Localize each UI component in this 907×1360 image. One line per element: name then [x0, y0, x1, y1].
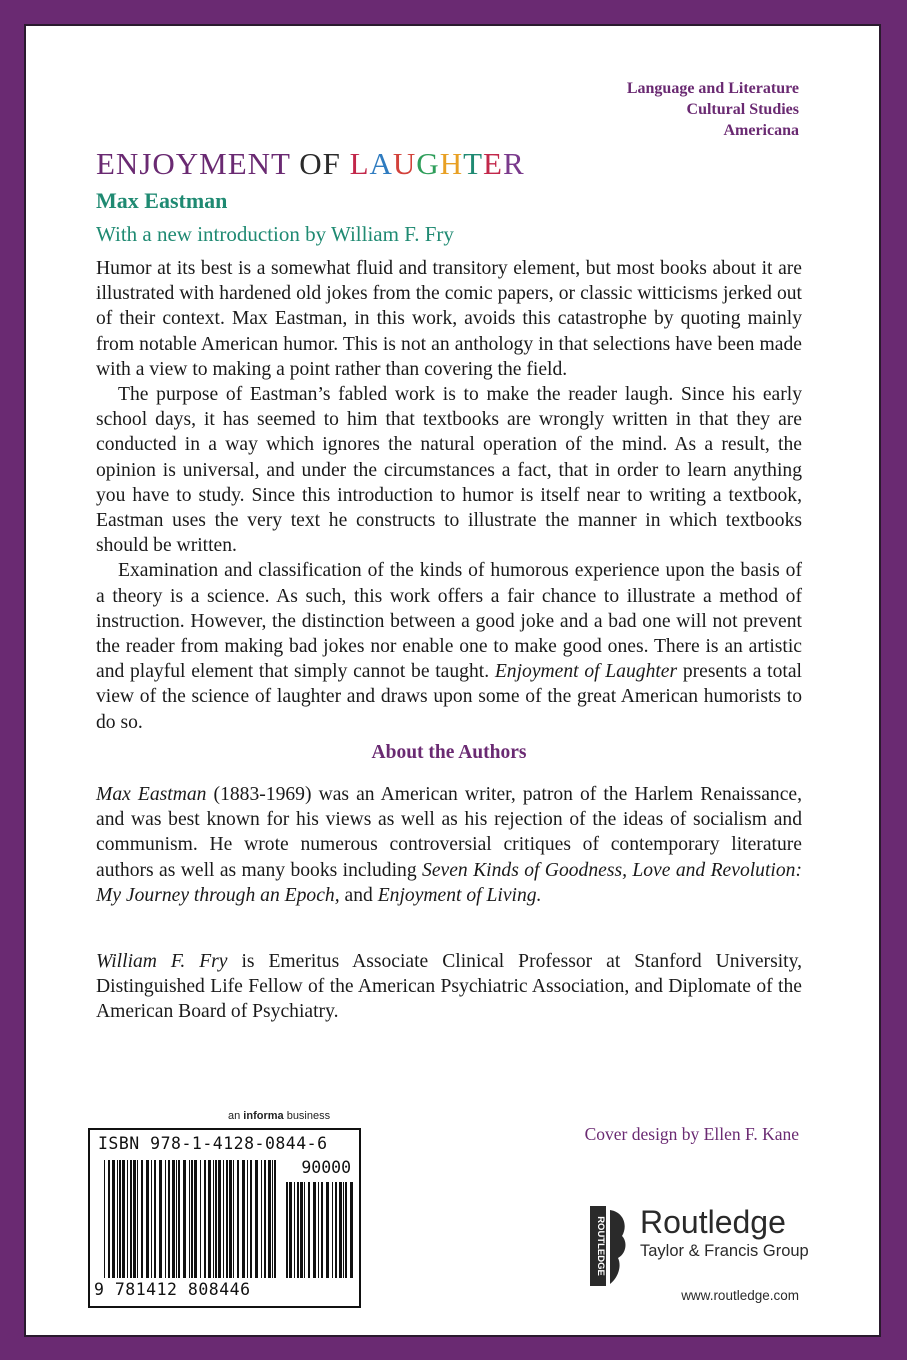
- barcode-bar: [261, 1160, 262, 1278]
- barcode-bar: [119, 1160, 121, 1278]
- bio-fry: William F. Fry is Emeritus Associate Clinical Professor at Stanford University, Distinguished Life Fellow of the American Psychiatric Association, and Diplomate of the American Board of Psychiatry.: [96, 951, 802, 1023]
- barcode-bar: [178, 1160, 180, 1278]
- isbn-barcode: [88, 1128, 361, 1308]
- title-part-9: R: [502, 146, 525, 181]
- barcode-bar: [264, 1160, 266, 1278]
- informa-business-label: an informa business: [228, 1110, 331, 1122]
- barcode-bar: [172, 1160, 175, 1278]
- barcode-bar: [350, 1182, 353, 1278]
- barcode-bar: [339, 1182, 342, 1278]
- subject-categories: [627, 78, 799, 141]
- publisher-group: Taylor & Francis Group: [640, 1242, 809, 1260]
- barcode-bar: [189, 1160, 190, 1278]
- barcode-bar: [237, 1160, 239, 1278]
- about-authors-heading: About the Authors: [371, 742, 527, 763]
- barcode-bar: [250, 1160, 252, 1278]
- barcode-bar: [289, 1182, 292, 1278]
- barcode-bar: [127, 1160, 128, 1278]
- svg-text:ROUTLEDGE: ROUTLEDGE: [595, 1216, 606, 1276]
- barcode-bar: [159, 1160, 162, 1278]
- barcode-bar: [332, 1182, 333, 1278]
- title-part-2: L: [349, 146, 370, 181]
- back-cover: [24, 24, 881, 1337]
- barcode-bar: [321, 1182, 323, 1278]
- barcode-bar: [297, 1182, 299, 1278]
- category-1: Language and Literature: [626, 80, 799, 97]
- publisher-url: www.routledge.com: [681, 1288, 799, 1303]
- barcode-bar: [208, 1160, 211, 1278]
- barcode-bar: [226, 1160, 228, 1278]
- title-part-8: E: [483, 146, 503, 181]
- barcode-bar: [130, 1160, 132, 1278]
- barcode-bar: [194, 1160, 197, 1278]
- barcode-bar: [218, 1160, 221, 1278]
- description-paragraph-3: Examination and classification of the kinds of humorous experience upon the basis of a theory is a science. As such, this work offers a fair chance to illustrate a method of instruction. However, the distinction between a good joke and a bad one will not prevent the reader from making bad jokes nor enable one to make good ones. There is an artistic and playful element that simply cannot be taught. Enjoyment of Laughter presents a total view of the science of laughter and draws upon some of the great American humorists to do so.: [96, 560, 802, 733]
- barcode-bar: [191, 1160, 193, 1278]
- title-part-6: H: [439, 146, 464, 181]
- barcode-bar: [133, 1160, 136, 1278]
- barcode-bar: [117, 1160, 118, 1278]
- barcode-bar: [223, 1160, 224, 1278]
- barcode-bar: [300, 1182, 303, 1278]
- barcode-bar: [233, 1160, 234, 1278]
- barcode-bar: [176, 1160, 177, 1278]
- barcode-bar: [146, 1160, 149, 1278]
- barcode-bar: [318, 1182, 319, 1278]
- barcode-bar: [165, 1160, 166, 1278]
- barcode-bar: [304, 1182, 305, 1278]
- book-title: [96, 146, 525, 182]
- barcode-bars-main: [104, 1160, 280, 1278]
- barcode-bar: [104, 1160, 105, 1278]
- barcode-bar: [154, 1160, 156, 1278]
- barcode-bar: [313, 1182, 316, 1278]
- introduction-credit: With a new introduction by William F. Fry: [96, 222, 454, 246]
- barcode-bar: [274, 1160, 276, 1278]
- barcode-bar: [345, 1182, 347, 1278]
- ean-digits: 9 781412 808446: [94, 1280, 251, 1299]
- bio-eastman: Max Eastman (1883-1969) was an American writer, patron of the Harlem Renaissance, and was best known for his views as well as his rejection of the ideas of socialism and communism. He wrote numerous controversial critiques of contemporary literature authors as well as many books including Seven Kinds of Goodness, Love and Revolution: My Journey through an Epoch, and Enjoyment of Living.: [96, 784, 802, 906]
- isbn-text: ISBN 978-1-4128-0844-6: [98, 1134, 328, 1153]
- barcode-bar: [229, 1160, 232, 1278]
- barcode-bar: [204, 1160, 206, 1278]
- title-part-3: A: [369, 146, 393, 181]
- barcode-bar: [112, 1160, 115, 1278]
- barcode-bar: [272, 1160, 273, 1278]
- title-part-0: ENJOYMENT: [96, 146, 300, 181]
- barcode-bar: [255, 1160, 258, 1278]
- barcode-bar: [343, 1182, 344, 1278]
- barcode-bar: [268, 1160, 271, 1278]
- barcode-bar: [294, 1182, 295, 1278]
- barcode-bar: [122, 1160, 125, 1278]
- barcode-bar: [200, 1160, 201, 1278]
- cover-design-credit: Cover design by Ellen F. Kane: [584, 1124, 799, 1144]
- barcode-bar: [137, 1160, 138, 1278]
- publisher-name: Routledge: [640, 1204, 786, 1240]
- title-part-4: U: [392, 146, 417, 181]
- title-part-1: OF: [299, 146, 350, 181]
- title-part-5: G: [416, 146, 440, 181]
- category-2: Cultural Studies: [686, 101, 799, 118]
- barcode-bar: [242, 1160, 245, 1278]
- category-3: Americana: [723, 122, 799, 139]
- title-part-7: T: [463, 146, 484, 181]
- price-code: 90000: [301, 1158, 351, 1177]
- barcode-bar: [215, 1160, 217, 1278]
- barcode-bar: [247, 1160, 248, 1278]
- author-name: Max Eastman: [96, 188, 228, 213]
- description: [96, 256, 802, 735]
- barcode-bar: [183, 1160, 186, 1278]
- barcode-bar: [286, 1182, 288, 1278]
- barcode-bar: [308, 1182, 310, 1278]
- barcode-bar: [151, 1160, 152, 1278]
- barcode-bar: [141, 1160, 143, 1278]
- barcode-bar: [326, 1182, 329, 1278]
- description-paragraph-2: The purpose of Eastman’s fabled work is to make the reader laugh. Since his early school days, it has seemed to him that textbooks are wrongly written in that they are conducted in a way which ignores the natural operation of the mind. As a result, the opinion is universal, and under the circumstances a fact, that in order to learn anything you have to study. Since this introduction to humor is itself near to writing a textbook, Eastman uses the very text he constructs to illustrate the manner in which textbooks should be written.: [96, 384, 802, 557]
- bio-eastman-name: Max Eastman: [96, 784, 207, 805]
- barcode-bar: [108, 1160, 110, 1278]
- barcode-bar: [168, 1160, 170, 1278]
- barcode-bars-addon: [286, 1182, 354, 1278]
- description-paragraph-1: Humor at its best is a somewhat fluid and transitory element, but most books about it are illustrated with hardened old jokes from the comic papers, or classic witticisms jerked out of their context. Max Eastman, in this work, avoids this catastrophe by quoting mainly from notable American humor. This is not an anthology in that selections have been made with a view to making a point rather than covering the field.: [96, 258, 802, 380]
- barcode-bar: [213, 1160, 214, 1278]
- book-title-italic: Enjoyment of Laughter: [494, 661, 678, 683]
- routledge-logo-icon: [588, 1204, 632, 1288]
- barcode-bar: [335, 1182, 337, 1278]
- bio-fry-name: William F. Fry: [96, 951, 228, 972]
